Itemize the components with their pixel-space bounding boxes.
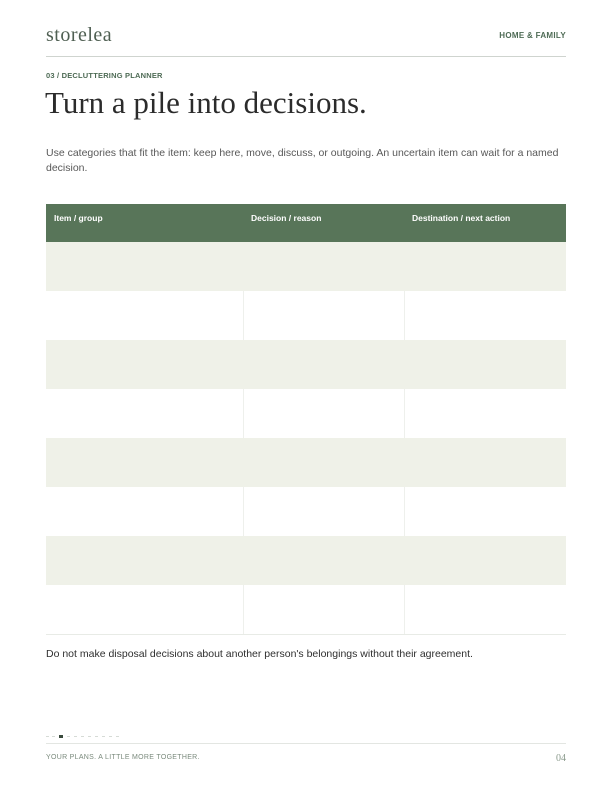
decision-cell[interactable] <box>243 487 404 536</box>
item-cell[interactable] <box>46 291 243 340</box>
destination-cell[interactable] <box>404 242 566 291</box>
decision-cell[interactable] <box>243 340 404 389</box>
table-row <box>46 389 566 438</box>
decision-cell[interactable] <box>243 291 404 340</box>
item-cell[interactable] <box>46 487 243 536</box>
table-row <box>46 585 566 635</box>
item-cell[interactable] <box>46 585 243 635</box>
destination-cell[interactable] <box>404 536 566 585</box>
page-title: Turn a pile into decisions. <box>45 85 367 120</box>
item-cell[interactable] <box>46 536 243 585</box>
column-header-item: Item / group <box>46 204 243 242</box>
destination-cell[interactable] <box>404 340 566 389</box>
footnote: Do not make disposal decisions about another person's belongings without their agreement. <box>46 648 473 660</box>
decision-cell[interactable] <box>243 438 404 487</box>
header-divider <box>46 56 566 57</box>
table-row <box>46 438 566 487</box>
page-number: 04 <box>556 753 566 764</box>
item-cell[interactable] <box>46 389 243 438</box>
destination-cell[interactable] <box>404 389 566 438</box>
table-header-row <box>46 204 566 242</box>
intro-text: Use categories that fit the item: keep here, move, discuss, or outgoing. An uncertain item can wait for a named decision. <box>46 147 559 174</box>
table-row <box>46 291 566 340</box>
item-cell[interactable] <box>46 242 243 291</box>
item-cell[interactable] <box>46 438 243 487</box>
table-row <box>46 242 566 291</box>
decision-cell[interactable] <box>243 585 404 635</box>
planner-kicker: 03 / DECLUTTERING PLANNER <box>46 71 163 80</box>
decision-cell[interactable] <box>243 242 404 291</box>
page-progress-dots <box>46 735 126 738</box>
destination-cell[interactable] <box>404 585 566 635</box>
decluttering-table <box>46 204 566 635</box>
table-row <box>46 536 566 585</box>
destination-cell[interactable] <box>404 487 566 536</box>
decision-cell[interactable] <box>243 536 404 585</box>
item-cell[interactable] <box>46 340 243 389</box>
destination-cell[interactable] <box>404 291 566 340</box>
footer-divider <box>46 743 566 744</box>
column-header-destination: Destination / next action <box>404 204 566 242</box>
brand-logo: storelea <box>46 24 113 46</box>
column-header-decision: Decision / reason <box>243 204 404 242</box>
section-label: HOME & FAMILY <box>499 31 566 40</box>
decision-cell[interactable] <box>243 389 404 438</box>
table-row <box>46 487 566 536</box>
footer-tagline: YOUR PLANS. A LITTLE MORE TOGETHER. <box>46 754 200 761</box>
table-row <box>46 340 566 389</box>
destination-cell[interactable] <box>404 438 566 487</box>
